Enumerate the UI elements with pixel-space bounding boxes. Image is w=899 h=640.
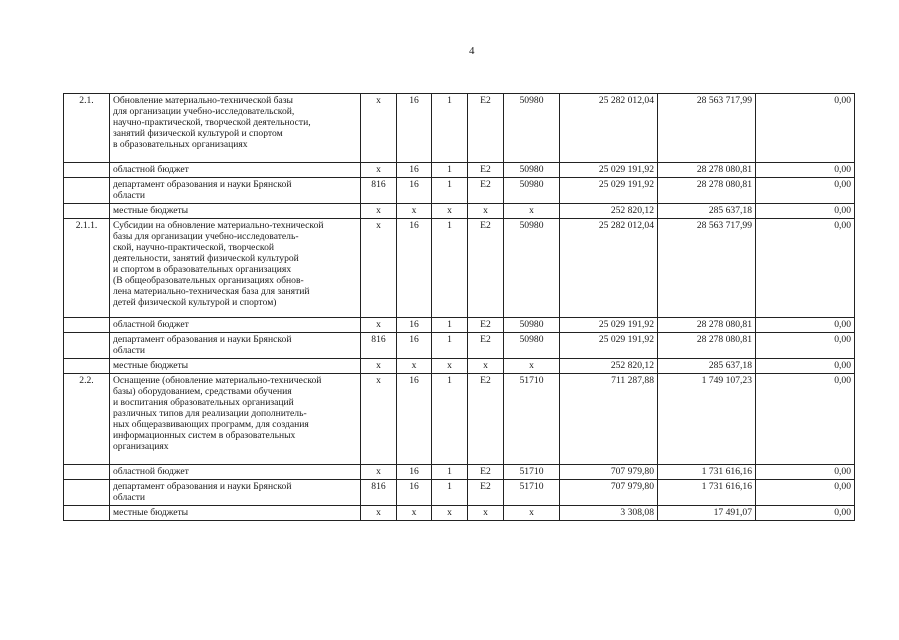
value-2-cell: 28 278 080,81: [658, 178, 756, 204]
row-index-cell: [64, 318, 110, 333]
code-gr-cell: 816: [361, 480, 397, 506]
code-cs2-cell: 51710: [504, 480, 560, 506]
code-rz-cell: х: [397, 204, 432, 219]
code-pr-cell: 1: [432, 178, 468, 204]
code-cs2-cell: х: [504, 506, 560, 521]
row-name-cell: департамент образования и науки Брянской области: [110, 333, 361, 359]
row-index-cell: [64, 480, 110, 506]
code-cs1-cell: Е2: [468, 333, 504, 359]
row-name-cell: местные бюджеты: [110, 506, 361, 521]
value-1-cell: 25 029 191,92: [560, 163, 658, 178]
value-1-cell: 25 282 012,04: [560, 219, 658, 318]
table-row: [64, 480, 855, 506]
budget-table: [63, 93, 855, 521]
code-rz-cell: 16: [397, 333, 432, 359]
value-3-cell: 0,00: [756, 359, 855, 374]
value-2-cell: 28 278 080,81: [658, 163, 756, 178]
value-1-cell: 3 308,08: [560, 506, 658, 521]
code-gr-cell: х: [361, 506, 397, 521]
code-rz-cell: 16: [397, 465, 432, 480]
value-2-cell: 28 278 080,81: [658, 333, 756, 359]
value-3-cell: 0,00: [756, 219, 855, 318]
row-index-cell: [64, 204, 110, 219]
code-gr-cell: х: [361, 359, 397, 374]
code-pr-cell: 1: [432, 374, 468, 465]
value-2-cell: 285 637,18: [658, 204, 756, 219]
value-3-cell: 0,00: [756, 374, 855, 465]
value-1-cell: 252 820,12: [560, 204, 658, 219]
value-2-cell: 285 637,18: [658, 359, 756, 374]
value-2-cell: 28 278 080,81: [658, 318, 756, 333]
code-pr-cell: 1: [432, 480, 468, 506]
code-cs2-cell: 50980: [504, 163, 560, 178]
row-name-cell: областной бюджет: [110, 163, 361, 178]
code-cs2-cell: 50980: [504, 219, 560, 318]
value-3-cell: 0,00: [756, 333, 855, 359]
code-rz-cell: 16: [397, 318, 432, 333]
table-row: [64, 94, 855, 163]
code-rz-cell: 16: [397, 163, 432, 178]
code-pr-cell: 1: [432, 94, 468, 163]
code-rz-cell: 16: [397, 374, 432, 465]
code-cs1-cell: Е2: [468, 178, 504, 204]
row-index-cell: 2.2.: [64, 374, 110, 465]
row-name-cell: департамент образования и науки Брянской области: [110, 480, 361, 506]
code-cs2-cell: х: [504, 204, 560, 219]
code-cs2-cell: 50980: [504, 94, 560, 163]
code-rz-cell: 16: [397, 219, 432, 318]
code-cs2-cell: 50980: [504, 333, 560, 359]
code-cs1-cell: х: [468, 359, 504, 374]
table-row: [64, 333, 855, 359]
code-pr-cell: х: [432, 506, 468, 521]
code-rz-cell: х: [397, 506, 432, 521]
value-3-cell: 0,00: [756, 94, 855, 163]
table-row: [64, 374, 855, 465]
value-1-cell: 711 287,88: [560, 374, 658, 465]
table-row: [64, 506, 855, 521]
row-name-cell: местные бюджеты: [110, 359, 361, 374]
table-row: [64, 219, 855, 318]
row-index-cell: [64, 506, 110, 521]
code-cs1-cell: Е2: [468, 219, 504, 318]
row-name-cell: департамент образования и науки Брянской области: [110, 178, 361, 204]
code-cs1-cell: х: [468, 204, 504, 219]
code-cs1-cell: Е2: [468, 374, 504, 465]
code-pr-cell: 1: [432, 318, 468, 333]
row-index-cell: [64, 359, 110, 374]
value-1-cell: 25 029 191,92: [560, 178, 658, 204]
value-3-cell: 0,00: [756, 506, 855, 521]
code-cs2-cell: 51710: [504, 374, 560, 465]
code-gr-cell: х: [361, 94, 397, 163]
table-row: [64, 318, 855, 333]
code-gr-cell: 816: [361, 178, 397, 204]
row-index-cell: [64, 163, 110, 178]
value-1-cell: 252 820,12: [560, 359, 658, 374]
row-name-cell: Обновление материально-технической базы для организации учебно-исследовательской, научно-практической, творческой деятельности, занятий физической культурой и спортом в образовательных организациях: [110, 94, 361, 163]
code-cs2-cell: 50980: [504, 178, 560, 204]
code-cs1-cell: Е2: [468, 163, 504, 178]
row-name-cell: Оснащение (обновление материально-технической базы) оборудованием, средствами обучения и воспитания образовательных организаций различных типов для реализации дополнитель- ных общеразвивающих программ, для создания информационных систем в образовательных организациях: [110, 374, 361, 465]
value-3-cell: 0,00: [756, 163, 855, 178]
code-cs2-cell: 50980: [504, 318, 560, 333]
value-2-cell: 1 731 616,16: [658, 465, 756, 480]
code-pr-cell: х: [432, 204, 468, 219]
code-rz-cell: 16: [397, 178, 432, 204]
row-index-cell: 2.1.: [64, 94, 110, 163]
value-2-cell: 1 749 107,23: [658, 374, 756, 465]
row-index-cell: 2.1.1.: [64, 219, 110, 318]
page-number: 4: [469, 45, 475, 57]
code-cs2-cell: 51710: [504, 465, 560, 480]
code-cs1-cell: Е2: [468, 480, 504, 506]
code-gr-cell: х: [361, 219, 397, 318]
value-1-cell: 25 029 191,92: [560, 318, 658, 333]
code-rz-cell: 16: [397, 480, 432, 506]
table-row: [64, 163, 855, 178]
row-index-cell: [64, 178, 110, 204]
table-row: [64, 465, 855, 480]
code-pr-cell: 1: [432, 163, 468, 178]
code-pr-cell: 1: [432, 333, 468, 359]
value-3-cell: 0,00: [756, 465, 855, 480]
table-row: [64, 359, 855, 374]
code-cs1-cell: Е2: [468, 318, 504, 333]
code-gr-cell: х: [361, 204, 397, 219]
value-1-cell: 25 282 012,04: [560, 94, 658, 163]
code-gr-cell: х: [361, 163, 397, 178]
row-name-cell: местные бюджеты: [110, 204, 361, 219]
code-cs2-cell: х: [504, 359, 560, 374]
code-pr-cell: 1: [432, 465, 468, 480]
code-cs1-cell: Е2: [468, 94, 504, 163]
value-2-cell: 17 491,07: [658, 506, 756, 521]
row-name-cell: областной бюджет: [110, 318, 361, 333]
value-3-cell: 0,00: [756, 318, 855, 333]
code-gr-cell: х: [361, 318, 397, 333]
code-gr-cell: 816: [361, 333, 397, 359]
table-body: [64, 94, 855, 521]
code-pr-cell: х: [432, 359, 468, 374]
value-3-cell: 0,00: [756, 178, 855, 204]
value-2-cell: 28 563 717,99: [658, 94, 756, 163]
code-gr-cell: х: [361, 465, 397, 480]
value-2-cell: 1 731 616,16: [658, 480, 756, 506]
code-cs1-cell: Е2: [468, 465, 504, 480]
code-pr-cell: 1: [432, 219, 468, 318]
code-rz-cell: 16: [397, 94, 432, 163]
row-name-cell: Субсидии на обновление материально-технической базы для организации учебно-исследователь- ской, научно-практической, творческой деятельности, занятий физической культурой и спортом в образовательных организациях (В общеобразовательных организациях обнов- лена материально-техническая база для занятий детей физической культурой и спортом): [110, 219, 361, 318]
table-row: [64, 178, 855, 204]
value-3-cell: 0,00: [756, 204, 855, 219]
table-row: [64, 204, 855, 219]
code-cs1-cell: х: [468, 506, 504, 521]
code-rz-cell: х: [397, 359, 432, 374]
code-gr-cell: х: [361, 374, 397, 465]
value-1-cell: 707 979,80: [560, 465, 658, 480]
value-3-cell: 0,00: [756, 480, 855, 506]
value-2-cell: 28 563 717,99: [658, 219, 756, 318]
value-1-cell: 25 029 191,92: [560, 333, 658, 359]
row-name-cell: областной бюджет: [110, 465, 361, 480]
row-index-cell: [64, 333, 110, 359]
value-1-cell: 707 979,80: [560, 480, 658, 506]
row-index-cell: [64, 465, 110, 480]
